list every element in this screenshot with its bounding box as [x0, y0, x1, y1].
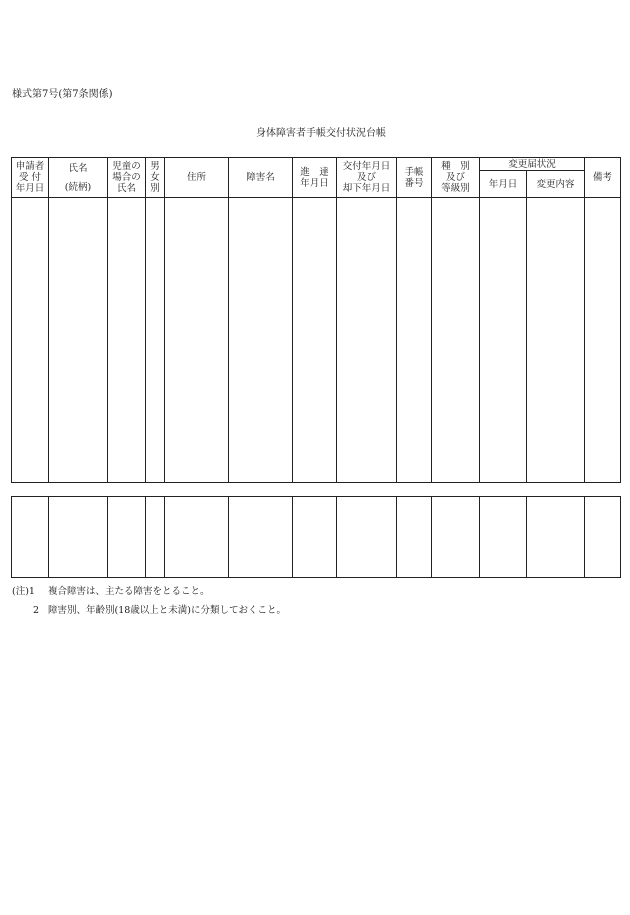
- cell-change-content[interactable]: [527, 198, 585, 483]
- form-number: 様式第7号(第7条関係): [12, 89, 113, 100]
- header-change-status: 変更届状況: [480, 158, 585, 171]
- ledger-table: [11, 157, 621, 483]
- cell-name[interactable]: [49, 497, 108, 578]
- cell-change-content[interactable]: [527, 497, 585, 578]
- header-progress-date: 進 達 年月日: [293, 158, 337, 198]
- cell-applicant-received-date[interactable]: [12, 497, 49, 578]
- cell-issue-reject-date[interactable]: [337, 198, 397, 483]
- header-address: 住所: [165, 158, 229, 198]
- cell-remarks[interactable]: [585, 198, 621, 483]
- cell-child-name[interactable]: [108, 198, 146, 483]
- page-title: 身体障害者手帳交付状況台帳: [256, 128, 386, 139]
- cell-type-grade[interactable]: [432, 198, 480, 483]
- header-disability-name: 障害名: [229, 158, 293, 198]
- table-row: [12, 497, 621, 578]
- note-1-marker: (注)1: [12, 586, 35, 597]
- header-gender: 男 女 別: [146, 158, 165, 198]
- cell-booklet-number[interactable]: [397, 198, 432, 483]
- header-booklet-number: 手帳 番号: [397, 158, 432, 198]
- header-remarks: 備考: [585, 158, 621, 198]
- cell-booklet-number[interactable]: [397, 497, 432, 578]
- cell-address[interactable]: [165, 497, 229, 578]
- cell-child-name[interactable]: [108, 497, 146, 578]
- header-change-content: 変更内容: [527, 171, 585, 198]
- ledger-continuation-table: [11, 496, 621, 578]
- header-name: 氏名 (続柄): [49, 158, 108, 198]
- header-child-name: 児童の 場合の 氏名: [108, 158, 146, 198]
- note-1: [12, 582, 286, 601]
- cell-type-grade[interactable]: [432, 497, 480, 578]
- header-change-date: 年月日: [480, 171, 527, 198]
- header-issue-reject-date: 交付年月日 及び 却下年月日: [337, 158, 397, 198]
- cell-gender[interactable]: [146, 198, 165, 483]
- cell-disability-name[interactable]: [229, 198, 293, 483]
- header-row: [12, 158, 621, 171]
- cell-disability-name[interactable]: [229, 497, 293, 578]
- cell-remarks[interactable]: [585, 497, 621, 578]
- cell-progress-date[interactable]: [293, 198, 337, 483]
- header-type-grade: 種 別 及び 等級別: [432, 158, 480, 198]
- cell-change-date[interactable]: [480, 497, 527, 578]
- notes: [12, 582, 286, 620]
- note-2-marker: 2: [33, 605, 40, 616]
- cell-address[interactable]: [165, 198, 229, 483]
- cell-issue-reject-date[interactable]: [337, 497, 397, 578]
- header-applicant-received-date: 申請者 受 付 年月日: [12, 158, 49, 198]
- cell-gender[interactable]: [146, 497, 165, 578]
- cell-name[interactable]: [49, 198, 108, 483]
- cell-change-date[interactable]: [480, 198, 527, 483]
- note-2-text: 障害別、年齢別(18歳以上と未満)に分類しておくこと。: [48, 605, 287, 616]
- cell-progress-date[interactable]: [293, 497, 337, 578]
- cell-applicant-received-date[interactable]: [12, 198, 49, 483]
- table-row: [12, 198, 621, 483]
- note-2: [12, 601, 286, 620]
- note-1-text: 複合障害は、主たる障害をとること。: [48, 586, 210, 597]
